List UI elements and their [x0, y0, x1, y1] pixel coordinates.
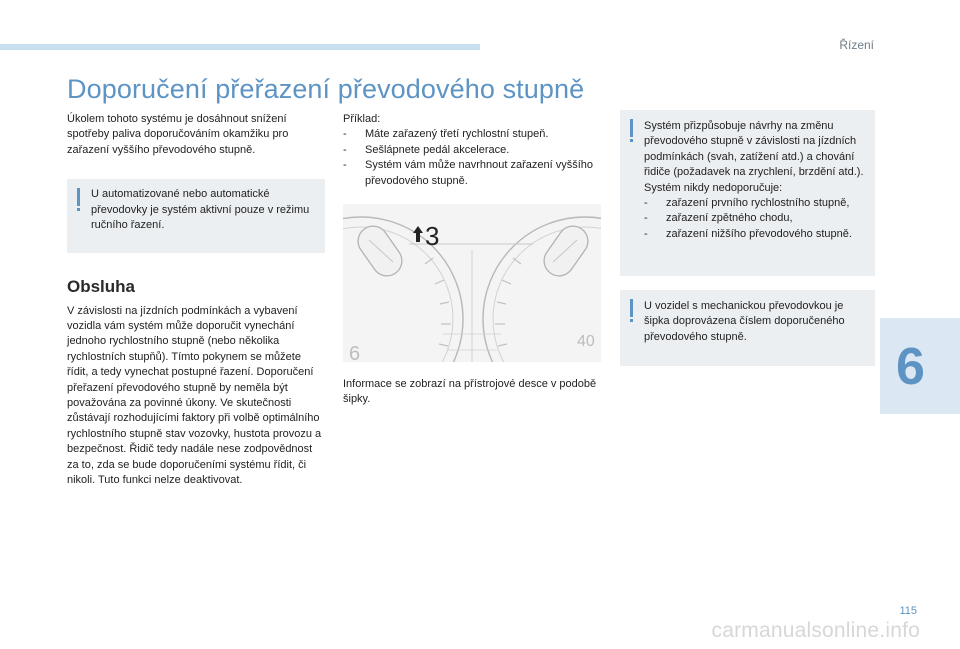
instrument-cluster-drawing — [343, 204, 601, 362]
list-item: - Systém vám může navrhnout zařazení vyššího převodového stupně. — [343, 158, 601, 189]
example-list — [343, 127, 601, 189]
chapter-number: 6 — [896, 338, 925, 396]
info-note-manual — [620, 290, 875, 366]
column-2 — [343, 112, 601, 189]
example-label: Příklad: — [343, 113, 381, 125]
gear-shift-up-arrow-icon — [413, 226, 423, 242]
never-list — [644, 196, 865, 242]
note-text: U vozidel s mechanickou převodovkou je šipka doprovázena číslem doporučeného převodového stupně. — [644, 300, 845, 343]
illustration-caption-block — [343, 377, 601, 408]
list-item: - Máte zařazený třetí rychlostní stupeň. — [343, 127, 601, 142]
list-item: - zařazení nižšího převodového stupně. — [644, 227, 865, 242]
list-item: - Sešlápnete pedál akcelerace. — [343, 143, 601, 158]
section-heading: Obsluha — [67, 277, 136, 297]
illustration-caption: Informace se zobrazí na přístrojové desce v podobě šipky. — [343, 378, 597, 406]
body-paragraph: V závislosti na jízdních podmínkách a vybavení vozidla vám systém může doporučit vynechání jednoho rychlostního stupně (nebo několika rychlostních stupňů). Tímto pokynem se můžete řídit, a tedy vynechat postupné řazení. Doporučení přeřazení převodového stupně by neměla být považována za povinné úkony. Ve skutečnosti zůstávají rozhodujícími faktory při volbě optimálního rychlostního stupně stav vozovky, hustota provozu a bezpečnost. Řidič tedy nadále nese zodpovědnost za to, zda se bude doporučeními systému řídit, či nikoli. Tuto funkci nelze deaktivovat. — [67, 304, 322, 487]
note-text: Systém přizpůsobuje návrhy na změnu převodového stupně v závislosti na jízdních podmínkách (svah, zatížení atd.) a chování řidiče (požadavek na zrychlení, brzdění atd.). — [644, 120, 864, 179]
info-icon — [630, 119, 635, 137]
section-label: Řízení — [839, 38, 874, 52]
info-note-adaptation — [620, 110, 875, 276]
list-item: - zařazení prvního rychlostního stupně, — [644, 196, 865, 211]
central-display — [409, 221, 533, 362]
header-accent-bar — [0, 44, 480, 50]
left-dial-number: 6 — [349, 343, 361, 362]
info-icon — [630, 299, 635, 317]
info-icon — [77, 188, 82, 206]
column-1 — [67, 112, 325, 489]
left-dial — [343, 217, 463, 362]
page-title: Doporučení přeřazení převodového stupně — [67, 74, 585, 104]
gear-digit: 3 — [425, 221, 440, 251]
info-note-automatic — [67, 179, 325, 253]
list-item: - zařazení zpětného chodu, — [644, 211, 865, 226]
column-3 — [620, 110, 875, 366]
right-dial-number: 40 — [577, 333, 595, 350]
note-never-label: Systém nikdy nedoporučuje: — [644, 181, 783, 194]
note-text: U automatizované nebo automatické převodovky je systém aktivní pouze v režimu ručního řazení. — [91, 188, 310, 232]
page-number: 115 — [899, 605, 917, 617]
right-dial — [483, 217, 601, 362]
instrument-panel-illustration — [343, 204, 601, 362]
watermark: carmanualsonline.info — [711, 619, 920, 642]
intro-paragraph: Úkolem tohoto systému je dosáhnout snížení spotřeby paliva doporučováním okamžiku pro zařazení vyššího převodového stupně. — [67, 113, 289, 156]
